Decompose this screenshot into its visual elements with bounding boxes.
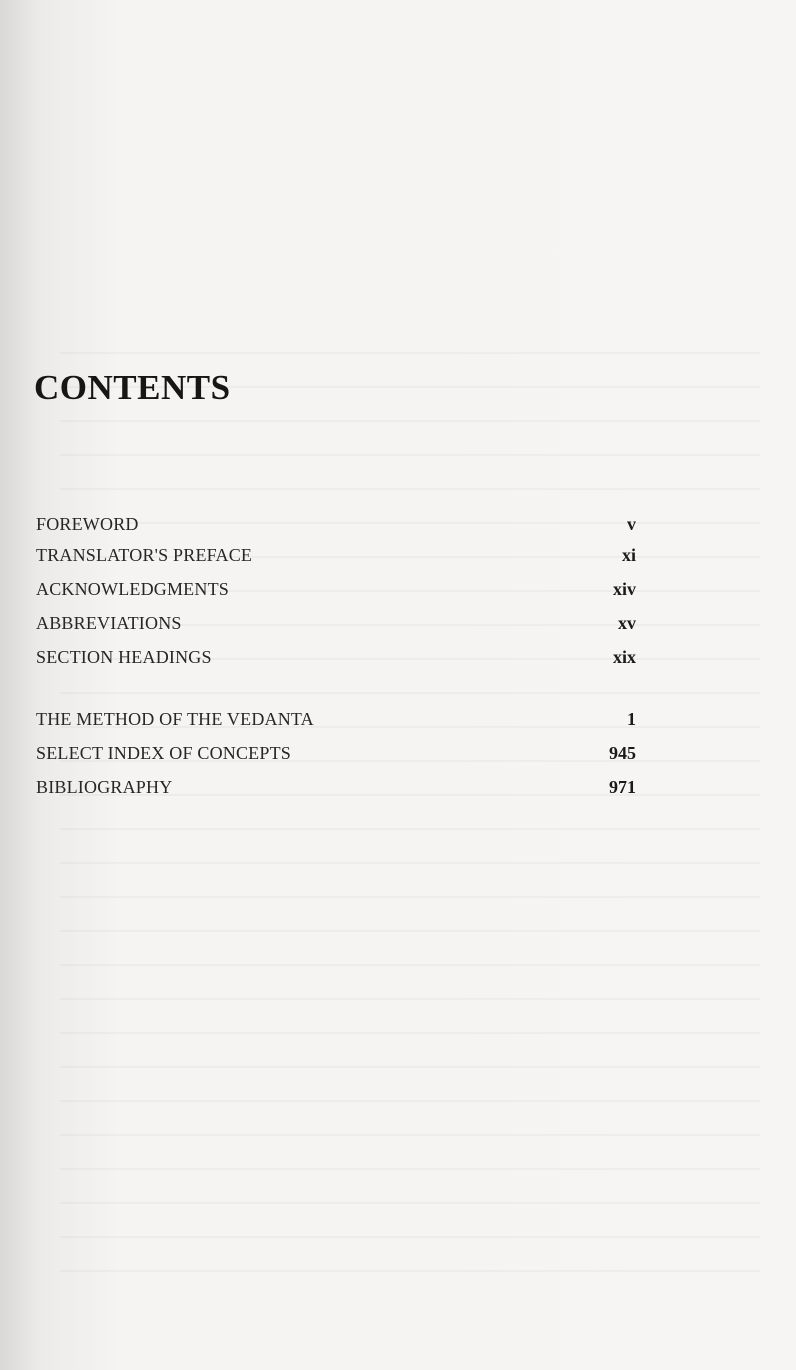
toc-entry-method-of-the-vedanta <box>36 704 636 734</box>
toc-entry-bibliography <box>36 772 636 802</box>
toc-entry-foreword <box>36 509 636 539</box>
toc-entry-select-index-of-concepts <box>36 738 636 768</box>
toc-entry-abbreviations <box>36 608 636 638</box>
toc-entry-acknowledgments <box>36 574 636 604</box>
toc-entry-page: 1 <box>627 709 636 729</box>
toc-entry-page: 945 <box>609 743 636 763</box>
toc-entry-label: BIBLIOGRAPHY <box>36 777 173 797</box>
toc-entry-label: THE METHOD OF THE VEDANTA <box>36 709 314 729</box>
toc-entry-page: xix <box>612 647 636 667</box>
toc-entry-label: ACKNOWLEDGMENTS <box>36 579 229 599</box>
toc-entry-section-headings <box>36 642 636 672</box>
toc-entry-translators-preface <box>36 540 636 570</box>
toc-entry-label: FOREWORD <box>36 514 139 534</box>
toc-entry-page: xv <box>618 613 636 633</box>
toc-entry-label: SELECT INDEX OF CONCEPTS <box>36 743 291 763</box>
page-title: CONTENTS <box>34 368 231 407</box>
toc-entry-page: 971 <box>609 777 636 797</box>
toc-entry-label: TRANSLATOR'S PREFACE <box>36 545 253 565</box>
toc-entry-page: v <box>627 514 636 534</box>
toc-entry-page: xi <box>621 545 636 565</box>
toc-entry-label: ABBREVIATIONS <box>36 613 182 633</box>
toc-entry-page: xiv <box>612 579 636 599</box>
toc-entry-label: SECTION HEADINGS <box>36 647 212 667</box>
